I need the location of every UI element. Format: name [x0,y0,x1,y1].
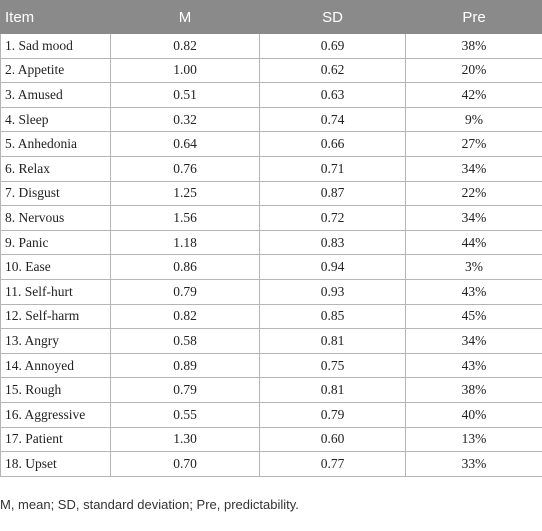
cell-item: 12. Self-harm [1,304,111,329]
cell-pre: 9% [406,107,542,132]
cell-mean: 0.76 [111,156,260,181]
cell-item: 10. Ease [1,255,111,280]
cell-item: 18. Upset [1,452,111,477]
cell-mean: 0.89 [111,353,260,378]
cell-mean: 0.51 [111,83,260,108]
table-row [1,107,542,132]
cell-pre: 43% [406,353,542,378]
cell-item: 14. Annoyed [1,353,111,378]
cell-item: 13. Angry [1,329,111,354]
cell-sd: 0.81 [260,378,406,403]
cell-mean: 0.64 [111,132,260,157]
cell-item: 1. Sad mood [1,34,111,59]
cell-mean: 0.79 [111,378,260,403]
table-row [1,181,542,206]
cell-sd: 0.66 [260,132,406,157]
table-row [1,279,542,304]
cell-sd: 0.60 [260,427,406,452]
cell-sd: 0.63 [260,83,406,108]
cell-mean: 0.55 [111,402,260,427]
cell-mean: 1.25 [111,181,260,206]
table-row [1,452,542,477]
cell-sd: 0.75 [260,353,406,378]
column-header-mean: M [111,1,260,34]
cell-mean: 1.56 [111,206,260,231]
cell-sd: 0.94 [260,255,406,280]
table-row [1,255,542,280]
cell-pre: 27% [406,132,542,157]
table-row [1,427,542,452]
cell-mean: 0.79 [111,279,260,304]
cell-pre: 40% [406,402,542,427]
cell-mean: 0.70 [111,452,260,477]
cell-mean: 0.58 [111,329,260,354]
cell-pre: 45% [406,304,542,329]
cell-pre: 43% [406,279,542,304]
header-row [1,1,542,34]
cell-sd: 0.81 [260,329,406,354]
cell-sd: 0.79 [260,402,406,427]
cell-item: 17. Patient [1,427,111,452]
cell-mean: 1.30 [111,427,260,452]
cell-mean: 1.18 [111,230,260,255]
table-body [1,34,542,477]
cell-pre: 20% [406,58,542,83]
cell-item: 15. Rough [1,378,111,403]
cell-pre: 34% [406,156,542,181]
cell-pre: 34% [406,206,542,231]
cell-mean: 0.86 [111,255,260,280]
table-header [1,1,542,34]
table-footnote: M, mean; SD, standard deviation; Pre, predictability. [0,497,299,512]
cell-pre: 33% [406,452,542,477]
cell-pre: 38% [406,378,542,403]
table-row [1,304,542,329]
cell-item: 2. Appetite [1,58,111,83]
cell-sd: 0.77 [260,452,406,477]
cell-sd: 0.85 [260,304,406,329]
table-row [1,34,542,59]
cell-item: 11. Self-hurt [1,279,111,304]
table-row [1,230,542,255]
table-row [1,83,542,108]
column-header-item: Item [1,1,111,34]
cell-item: 7. Disgust [1,181,111,206]
cell-mean: 0.82 [111,304,260,329]
cell-item: 6. Relax [1,156,111,181]
table-row [1,353,542,378]
column-header-sd: SD [260,1,406,34]
column-header-pre: Pre [406,1,542,34]
table-row [1,206,542,231]
cell-sd: 0.87 [260,181,406,206]
cell-sd: 0.72 [260,206,406,231]
table-row [1,132,542,157]
table-row [1,378,542,403]
cell-item: 16. Aggressive [1,402,111,427]
table-row [1,402,542,427]
cell-item: 3. Amused [1,83,111,108]
cell-pre: 3% [406,255,542,280]
cell-pre: 34% [406,329,542,354]
cell-item: 5. Anhedonia [1,132,111,157]
cell-sd: 0.83 [260,230,406,255]
cell-item: 8. Nervous [1,206,111,231]
table-row [1,58,542,83]
cell-item: 9. Panic [1,230,111,255]
cell-pre: 22% [406,181,542,206]
cell-sd: 0.69 [260,34,406,59]
cell-mean: 0.32 [111,107,260,132]
cell-sd: 0.71 [260,156,406,181]
cell-pre: 44% [406,230,542,255]
cell-pre: 38% [406,34,542,59]
cell-pre: 42% [406,83,542,108]
cell-sd: 0.62 [260,58,406,83]
cell-sd: 0.74 [260,107,406,132]
table-row [1,156,542,181]
table-row [1,329,542,354]
cell-mean: 1.00 [111,58,260,83]
cell-mean: 0.82 [111,34,260,59]
cell-sd: 0.93 [260,279,406,304]
cell-pre: 13% [406,427,542,452]
cell-item: 4. Sleep [1,107,111,132]
